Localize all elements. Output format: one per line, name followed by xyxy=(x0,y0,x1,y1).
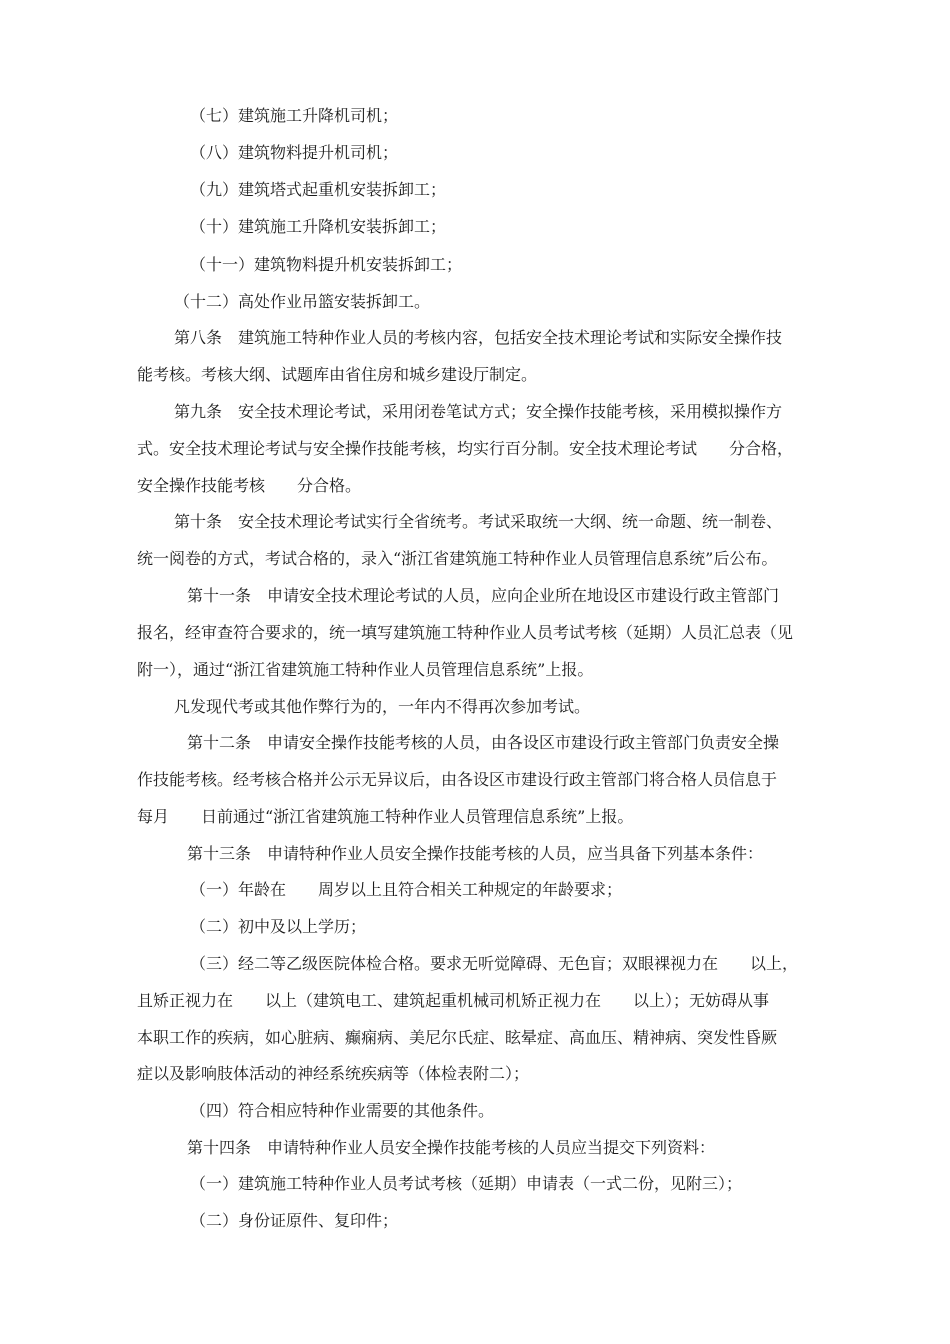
item-12: （十二）高处作业吊篮安装拆卸工。 xyxy=(174,292,431,311)
article-9-line-3: 安全操作技能考核 分合格。 xyxy=(137,476,362,495)
article-12-line-3: 每月 日前通过“浙江省建筑施工特种作业人员管理信息系统”上报。 xyxy=(137,807,634,826)
condition-2: （二）初中及以上学历； xyxy=(190,917,367,936)
article-11-line-1: 第十一条 申请安全技术理论考试的人员，应向企业所在地设区市建设行政主管部门 xyxy=(187,586,780,605)
material-1: （一）建筑施工特种作业人员考试考核（延期）申请表（一式二份，见附三）； xyxy=(190,1174,743,1193)
condition-3-line-4: 症以及影响肢体活动的神经系统疾病等（体检表附二）； xyxy=(137,1064,530,1083)
condition-3-line-1: （三）经二等乙级医院体检合格。要求无听觉障碍、无色盲；双眼裸视力在 以上， xyxy=(190,954,799,973)
article-8-line-2: 能考核。考核大纲、试题库由省住房和城乡建设厅制定。 xyxy=(137,365,538,384)
article-13-line-1: 第十三条 申请特种作业人员安全操作技能考核的人员，应当具备下列基本条件： xyxy=(187,844,764,863)
condition-4: （四）符合相应特种作业需要的其他条件。 xyxy=(190,1101,495,1120)
article-12-line-2: 作技能考核。经考核合格并公示无异议后，由各设区市建设行政主管部门将合格人员信息于 xyxy=(137,770,778,789)
item-8: （八）建筑物料提升机司机； xyxy=(190,143,399,162)
material-2: （二）身份证原件、复印件； xyxy=(190,1211,399,1230)
item-7: （七）建筑施工升降机司机； xyxy=(190,106,399,125)
cheating-clause: 凡发现代考或其他作弊行为的，一年内不得再次参加考试。 xyxy=(174,697,591,716)
article-14-line-1: 第十四条 申请特种作业人员安全操作技能考核的人员应当提交下列资料： xyxy=(187,1138,716,1157)
item-11: （十一）建筑物料提升机安装拆卸工； xyxy=(190,255,463,274)
article-10-line-2: 统一阅卷的方式，考试合格的，录入“浙江省建筑施工特种作业人员管理信息系统”后公布。 xyxy=(137,549,778,568)
item-9: （九）建筑塔式起重机安装拆卸工； xyxy=(190,180,447,199)
item-10: （十）建筑施工升降机安装拆卸工； xyxy=(190,217,447,236)
article-10-line-1: 第十条 安全技术理论考试实行全省统考。考试采取统一大纲、统一命题、统一制卷、 xyxy=(174,512,783,531)
article-9-line-2: 式。安全技术理论考试与安全操作技能考核，均实行百分制。安全技术理论考试 分合格， xyxy=(137,439,794,458)
condition-3-line-3: 本职工作的疾病，如心脏病、癫痫病、美尼尔氏症、眩晕症、高血压、精神病、突发性昏厥 xyxy=(137,1028,778,1047)
article-9-line-1: 第九条 安全技术理论考试，采用闭卷笔试方式；安全操作技能考核，采用模拟操作方 xyxy=(174,402,783,421)
article-8-line-1: 第八条 建筑施工特种作业人员的考核内容，包括安全技术理论考试和实际安全操作技 xyxy=(174,328,783,347)
condition-3-line-2: 且矫正视力在 以上（建筑电工、建筑起重机械司机矫正视力在 以上）；无妨碍从事 xyxy=(137,991,770,1010)
condition-1: （一）年龄在 周岁以上且符合相关工种规定的年龄要求； xyxy=(190,880,623,899)
article-11-line-2: 报名，经审查符合要求的，统一填写建筑施工特种作业人员考试考核（延期）人员汇总表（见 xyxy=(137,623,794,642)
article-12-line-1: 第十二条 申请安全操作技能考核的人员，由各设区市建设行政主管部门负责安全操 xyxy=(187,733,780,752)
article-11-line-3: 附一），通过“浙江省建筑施工特种作业人员管理信息系统”上报。 xyxy=(137,660,594,679)
